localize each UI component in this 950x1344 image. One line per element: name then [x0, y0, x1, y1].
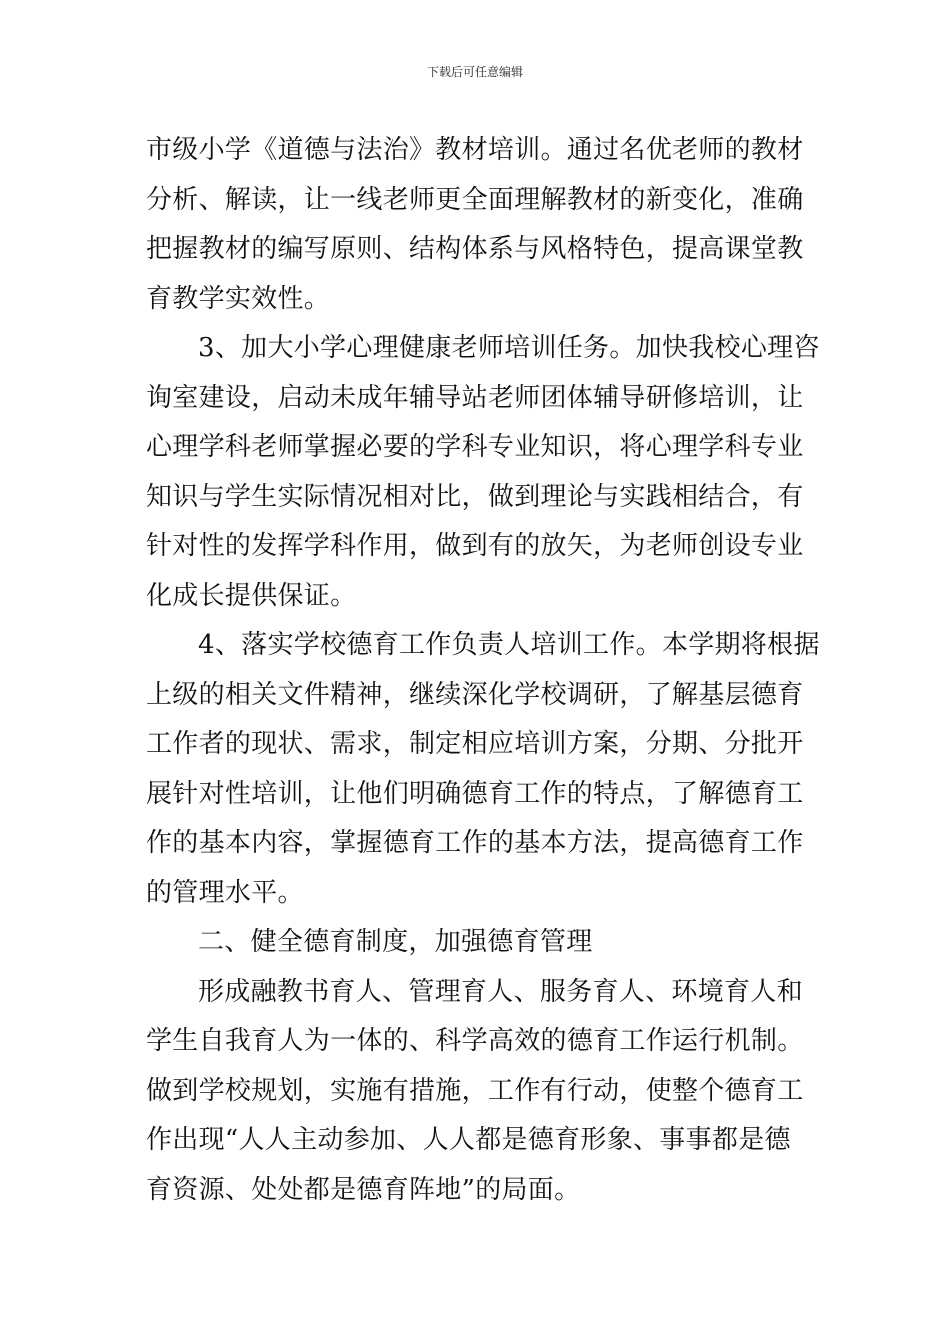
- page-header: 下载后可任意编辑: [426, 65, 523, 79]
- paragraph-start-line: 形成融教书育人、管理育人、服务育人、环境育人和: [198, 976, 803, 1007]
- text-line: 心理学科老师掌握必要的学科专业知识，将心理学科专业: [146, 432, 804, 462]
- document-body: [146, 126, 820, 1215]
- text-line: 工作者的现状、需求，制定相应培训方案，分期、分批开: [146, 729, 804, 759]
- text-line: 分析、解读，让一线老师更全面理解教材的新变化，准确: [146, 184, 804, 215]
- text-line: 的管理水平。: [146, 877, 304, 908]
- text-line: 育资源、处处都是德育阵地”的局面。: [146, 1174, 581, 1205]
- text-line: 作出现“人人主动参加、人人都是德育形象、事事都是德: [146, 1125, 791, 1155]
- text-line: 展针对性培训，让他们明确德育工作的特点，了解德育工: [146, 778, 804, 809]
- paragraph-start-line: 3、加大小学心理健康老师培训任务。加快我校心理咨: [198, 333, 820, 363]
- text-line: 育教学实效性。: [146, 283, 331, 314]
- text-line: 针对性的发挥学科作用，做到有的放矢，为老师创设专业: [146, 531, 804, 561]
- text-line: 学生自我育人为一体的、科学高效的德育工作运行机制。: [146, 1026, 804, 1056]
- text-line: 上级的相关文件精神，继续深化学校调研，了解基层德育: [146, 679, 804, 710]
- text-line: 作的基本内容，掌握德育工作的基本方法，提高德育工作: [146, 828, 804, 858]
- paragraph-start-line: 4、落实学校德育工作负责人培训工作。本学期将根据: [198, 630, 820, 660]
- text-line: 询室建设，启动未成年辅导站老师团体辅导研修培训，让: [146, 382, 804, 413]
- section-heading: 二、健全德育制度，加强德育管理: [198, 927, 593, 957]
- text-line: 做到学校规划，实施有措施，工作有行动，使整个德育工: [146, 1075, 804, 1106]
- text-line: 市级小学《道德与法治》教材培训。通过名优老师的教材: [146, 135, 804, 165]
- text-line: 把握教材的编写原则、结构体系与风格特色，提高课堂教: [146, 234, 804, 264]
- text-line: 化成长提供保证。: [146, 580, 357, 611]
- text-line: 知识与学生实际情况相对比，做到理论与实践相结合，有: [146, 481, 804, 512]
